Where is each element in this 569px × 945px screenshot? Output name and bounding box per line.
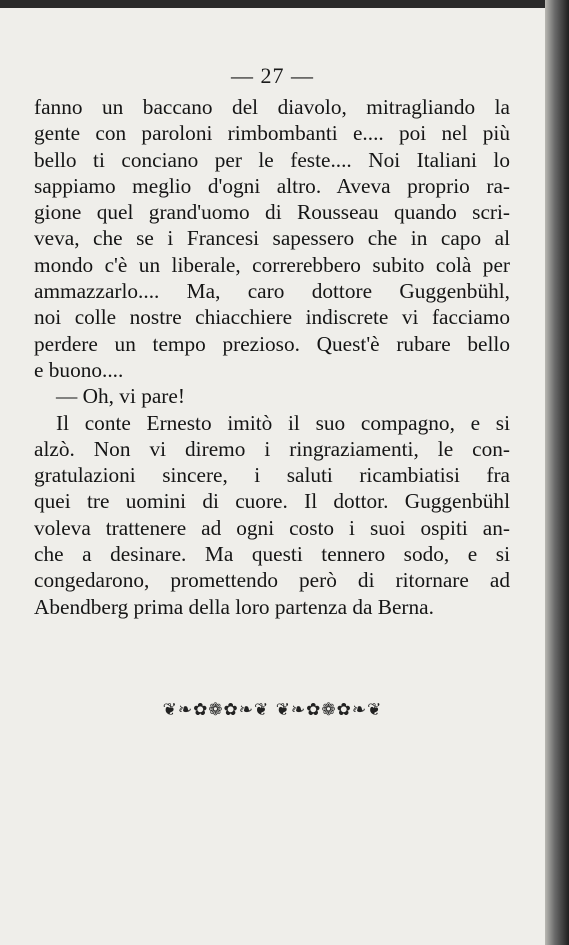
text-line: sappiamo meglio d'ogni altro. Aveva proprio ra- — [34, 173, 510, 198]
text-line: Abendberg prima della loro partenza da Berna. — [34, 594, 434, 619]
text-line: fanno un baccano del diavolo, mitragliando la — [34, 95, 510, 119]
text-line: ammazzarlo.... Ma, caro dottore Guggenbühl, — [34, 279, 510, 304]
dialogue-line: — Oh, vi pare! — [56, 384, 185, 409]
book-page — [0, 8, 545, 945]
text-line: che a desinare. Ma questi tennero sodo, e si — [34, 542, 510, 567]
paragraph-start-line: Il conte Ernesto imitò il suo compagno, e si — [56, 410, 510, 435]
text-line: quei tre uomini di cuore. Il dottor. Guggenbühl — [34, 489, 510, 514]
page-number: — 27 — — [231, 63, 314, 88]
text-line: noi colle nostre chiacchiere indiscrete vi facciamo — [34, 305, 510, 330]
text-line: voleva trattenere ad ogni costo i suoi ospiti an- — [34, 515, 510, 540]
text-line: gratulazioni sincere, i saluti ricambiatisi fra — [34, 463, 510, 488]
floral-ornament-icon: ❦❧✿❁✿❧❦ ❦❧✿❁✿❧❦ — [162, 700, 383, 720]
text-line: mondo c'è un liberale, correrebbero subito colà per — [34, 252, 510, 277]
text-line: e buono.... — [34, 357, 124, 382]
text-line: congedarono, promettendo però di ritornare ad — [34, 568, 510, 593]
text-line: bello ti conciano per le feste.... Noi Italiani lo — [34, 147, 510, 172]
text-line: alzò. Non vi diremo i ringraziamenti, le con- — [34, 436, 510, 461]
text-line: gione quel grand'uomo di Rousseau quando scri- — [34, 200, 510, 225]
text-line: veva, che se i Francesi sapessero che in capo al — [34, 226, 510, 251]
body-text — [34, 94, 510, 620]
text-line: perdere un tempo prezioso. Quest'è rubare bello — [34, 331, 510, 356]
text-line: gente con paroloni rimbombanti e.... poi nel più — [34, 121, 510, 146]
page-edge-shadow — [545, 0, 569, 945]
